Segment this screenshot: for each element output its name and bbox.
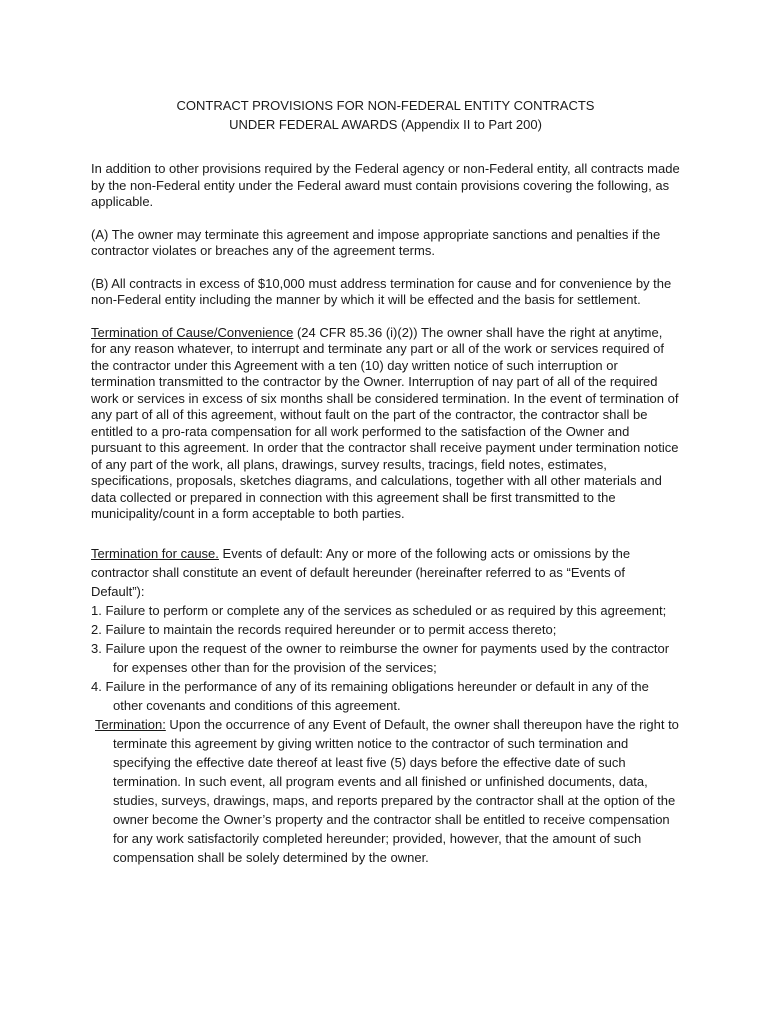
list-item (91, 677, 680, 715)
list-item-number: 2. (91, 621, 102, 637)
paragraph-b: (B) All contracts in excess of $10,000 must address termination for cause and for convenience by the non-Federal entity including the manner by which it will be effected and the basis for settlement. (91, 275, 672, 307)
termination-cause-section (91, 544, 680, 601)
title-line-1: CONTRACT PROVISIONS FOR NON-FEDERAL ENTITY CONTRACTS (176, 98, 595, 113)
list-item (91, 620, 680, 639)
termination-section (91, 715, 680, 867)
termination-convenience-section (91, 325, 680, 523)
list-item-number: 1. (91, 602, 102, 618)
termination-cause-heading: Termination for cause. (91, 545, 219, 561)
paragraph-a: (A) The owner may terminate this agreement and impose appropriate sanctions and penalties if the contractor violates or breaches any of the agreement terms. (91, 226, 661, 258)
termination-heading: Termination: (95, 716, 166, 732)
termination-body: Upon the occurrence of any Event of Default, the owner shall thereupon have the right to terminate this agreement by giving written notice to the contractor of such termination and specifying the effective date thereof at least five (5) days before the effective date of such termination. In such event, all program events and all finished or unfinished documents, data, studies, surveys, drawings, maps, and reports prepared by the contractor shall at the option of the owner become the Owner’s property and the contractor shall be entitled to receive compensation for any work satisfactorily completed hereunder; provided, however, that the amount of such compensation shall be solely determined by the owner. (113, 716, 679, 865)
title-line-2: UNDER FEDERAL AWARDS (Appendix II to Part 200) (229, 117, 542, 132)
list-item-text: Failure in the performance of any of its remaining obligations hereunder or default in any of the other covenants and conditions of this agreement. (101, 678, 649, 713)
termination-convenience-body: (24 CFR 85.36 (i)(2)) The owner shall have the right at anytime, for any reason whatever, to interrupt and terminate any part or all of the work or services required of the contractor under this Agreement with a ten (10) day written notice of such interruption or termination transmitted to the contractor by the Owner. Interruption of nay part of all of the required work or services in excess of six months shall be considered termination. In the event of termination of any part of all of this agreement, without fault on the part of the contractor, the contractor shall be entitled to a pro-rata compensation for all work performed to the satisfaction of the Owner and pursuant to this agreement. In order that the contractor shall receive payment under termination notice of any part of the work, all plans, drawings, survey results, tracings, field notes, estimates, specifications, proposals, sketches diagrams, and calculations, together with all other materials and data collected or prepared in connection with this agreement shall be first transmitted to the municipality/count in a form acceptable to both parties. (91, 324, 679, 521)
list-item-number: 3. (91, 640, 102, 656)
list-item (91, 639, 680, 677)
list-item-number: 4. (91, 678, 102, 694)
document-title (91, 96, 680, 134)
list-item-text: Failure upon the request of the owner to reimburse the owner for payments used by the contractor for expenses other than for the provision of the services; (101, 640, 670, 675)
list-item (91, 601, 680, 620)
list-item-text: Failure to maintain the records required hereunder or to permit access thereto; (101, 621, 557, 637)
termination-cause-body: Events of default: Any or more of the following acts or omissions by the contractor shall constitute an event of default hereunder (hereinafter referred to as “Events of Default”): (91, 545, 631, 599)
default-events-list (91, 601, 680, 715)
list-item-text: Failure to perform or complete any of the services as scheduled or as required by this agreement; (101, 602, 667, 618)
intro-paragraph: In addition to other provisions required by the Federal agency or non-Federal entity, all contracts made by the non-Federal entity under the Federal award must contain provisions covering the following, as applicable. (91, 161, 680, 209)
termination-convenience-heading: Termination of Cause/Convenience (91, 324, 294, 340)
